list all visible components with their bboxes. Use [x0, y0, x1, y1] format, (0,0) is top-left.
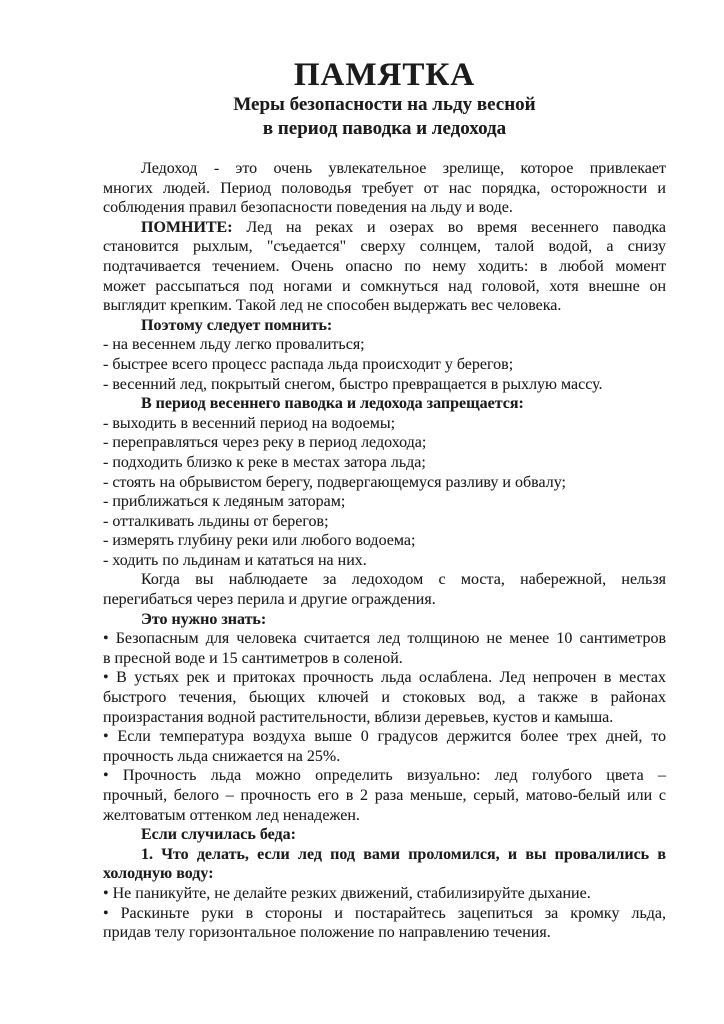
list-item: - на весеннем льду легко провалиться; [103, 336, 365, 354]
list-item: - приближаться к ледяным заторам; [103, 493, 346, 511]
list-item: - быстрее всего процесс распада льда происходит у берегов; [103, 355, 514, 373]
text-line: Поэтому следует помнить: [141, 316, 333, 334]
document-title: ПАМЯТКА [293, 57, 476, 93]
bullet-weak-ice-places [103, 668, 666, 727]
document-body [103, 159, 666, 943]
text-line: • Безопасным для человека считается лед толщиною не менее 10 сантиметров [103, 630, 666, 648]
text-line: ПОМНИТЕ: Лед на реках и озерах во время весеннего паводка [141, 218, 666, 236]
text-line: Ледоход - это очень увлекательное зрелище, которое привлекает [141, 160, 666, 177]
document-subtitle-line2: в период паводка и ледохода [262, 118, 507, 139]
text-line: прочность льда снижается на 25%. [103, 747, 341, 765]
list-item: - стоять на обрывистом берегу, подвергающемуся разливу и обвалу; [103, 473, 566, 491]
document-column [103, 57, 666, 943]
text-line: • Раскиньте руки в стороны и постарайтесь зацепиться за кромку льда, [103, 904, 666, 922]
list-item: - выходить в весенний период на водоемы; [103, 414, 396, 432]
bold-run: ПОМНИТЕ: [141, 218, 233, 236]
text-line: становится рыхлым, "съедается" сверху солнцем, талой водой, а снизу [103, 238, 666, 256]
text-line: в пресной воде и 15 сантиметров в соленой. [103, 649, 403, 667]
list-item: - подходить близко к реке в местах затора льда; [103, 453, 426, 471]
text-line: • Не паникуйте, не делайте резких движений, стабилизируйте дыхание. [103, 884, 591, 902]
observe-paragraph [103, 570, 666, 609]
bullet-temperature [103, 727, 666, 766]
text-line: • Прочность льда можно определить визуально: лед голубого цвета – [103, 767, 666, 785]
remember-paragraph [103, 218, 666, 316]
list-prohibited-actions [103, 414, 666, 571]
text-line: Это нужно знать: [141, 610, 267, 628]
text-line: перегибаться через перила и другие ограждения. [103, 591, 436, 609]
text-line: быстрого течения, бьющих ключей и стоковых вод, а также в районах [103, 689, 666, 707]
bullet-visual-strength [103, 766, 666, 825]
text-line: может рассыпаться под ногами и сомкнуться над головой, хотя внешне он [103, 277, 666, 295]
heading-need-to-know [103, 610, 666, 630]
list-item: - ходить по льдинам и кататься на них. [103, 551, 367, 569]
intro-paragraph [103, 159, 666, 218]
text-line: подтачивается течением. Очень опасно по нему ходить: в любой момент [103, 257, 666, 275]
text-line: соблюдения правил безопасности поведения на льду и воде. [103, 199, 513, 217]
heading-if-trouble [103, 825, 666, 845]
bullet-safe-thickness [103, 629, 666, 668]
heading-what-to-do [103, 845, 666, 884]
text-line: Когда вы наблюдаете за ледоходом с моста, набережной, нельзя [141, 571, 666, 589]
text-line: • В устьях рек и притоках прочность льда ослаблена. Лед непрочен в местах [103, 669, 666, 687]
list-item: - измерять глубину реки или любого водоема; [103, 532, 416, 550]
list-spring-ice-facts [103, 335, 666, 394]
text-line: В период весеннего паводка и ледохода запрещается: [141, 395, 524, 413]
text-line: придав телу горизонтальное положение по направлению течения. [103, 924, 551, 942]
title-body-spacer [103, 141, 666, 159]
heading-prohibited [103, 394, 666, 414]
text-line: холодную воду: [103, 865, 214, 883]
list-item: - отталкивать льдины от берегов; [103, 512, 329, 530]
text-line: желтоватым оттенком лед ненадежен. [103, 806, 360, 824]
document-subtitle-line1: Меры безопасности на льду весной [233, 94, 536, 115]
text-line: произрастания водной растительности, вблизи деревьев, кустов и камыша. [103, 708, 614, 726]
list-item: - переправляться через реку в период ледохода; [103, 434, 427, 452]
bullet-spread-arms [103, 904, 666, 943]
text-line: многих людей. Период половодья требует от нас порядка, осторожности и [103, 179, 666, 197]
list-item: - весенний лед, покрытый снегом, быстро превращается в рыхлую массу. [103, 375, 603, 393]
heading-should-remember [103, 316, 666, 336]
text-line: выглядит крепким. Такой лед не способен выдержать вес человека. [103, 297, 562, 315]
text-line: прочный, белого – прочность его в 2 раза меньше, серый, матово-белый или с [103, 787, 666, 804]
text-line: • Если температура воздуха выше 0 градусов держится более трех дней, то [103, 728, 666, 746]
bullet-dont-panic [103, 884, 666, 904]
text-line: 1. Что делать, если лед под вами проломился, и вы провалились в [141, 845, 666, 863]
text-line: Если случилась беда: [141, 826, 296, 844]
